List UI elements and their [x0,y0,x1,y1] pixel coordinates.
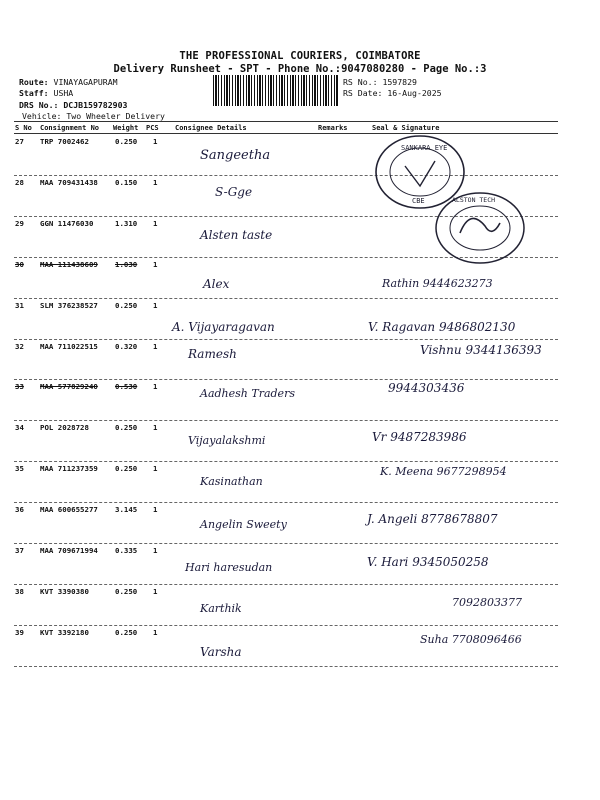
svg-text:CBE: CBE [412,197,425,205]
row-consignment: KVT 3392180 [40,627,89,637]
row-seal-signature: K. Meena 9677298954 [380,465,507,479]
row-sno: 33 [15,382,24,392]
row-pcs: 1 [153,259,158,269]
col-remarks: Remarks [318,124,348,132]
row-sno: 35 [15,464,24,474]
row-divider [14,298,558,299]
row-seal-signature: V. Ragavan 9486802130 [368,319,516,334]
row-consignment: MAA 709431438 [40,177,98,187]
barcode [213,75,339,106]
staff-line: Staff: USHA [19,88,74,98]
row-seal-signature: Suha 7708096466 [420,632,522,646]
row-consignment: MAA 711237359 [40,464,98,474]
company-name: THE PROFESSIONAL COURIERS, COIMBATORE [179,50,421,62]
row-divider [14,461,558,462]
row-sno: 32 [15,341,24,351]
row-weight: 0.250 [115,300,138,310]
row-consignee-signature: S-Gge [215,184,253,199]
row-sno: 36 [15,505,24,515]
row-consignee-signature: Alsten taste [200,227,273,242]
row-sno: 30 [15,259,24,269]
row-weight: 3.145 [115,505,138,515]
row-sno: 27 [15,137,24,146]
row-consignee-signature: Hari haresudan [185,561,273,574]
row-weight: 0.250 [115,464,138,474]
row-consignment: SLM 376238527 [40,300,98,310]
row-sno: 34 [15,423,24,433]
row-pcs: 1 [153,382,158,392]
col-sno: S No [15,124,32,132]
row-seal-signature: 7092803377 [452,595,522,609]
row-consignment: MAA 709671994 [40,546,98,555]
row-pcs: 1 [153,546,158,555]
row-pcs: 1 [153,137,158,146]
row-pcs: 1 [153,300,158,310]
col-seal: Seal & Signature [372,124,440,132]
row-pcs: 1 [153,341,158,351]
runsheet-title: Delivery Runsheet - SPT - Phone No.:9047080280 - Page No.:3 [113,63,487,75]
row-sno: 31 [15,300,24,310]
row-weight: 0.335 [115,546,138,555]
row-divider [14,379,558,380]
row-divider [14,584,558,585]
row-weight: 0.250 [115,627,138,637]
row-sno: 28 [15,177,24,187]
row-consignee-signature: Aadhesh Traders [200,387,295,401]
row-consignee-signature: Vijayalakshmi [188,434,266,448]
row-consignee-signature: Angelin Sweety [200,518,287,532]
row-consignee-signature: Varsha [200,644,242,659]
row-weight: 0.150 [115,177,138,187]
row-consignment: MAA 600655277 [40,505,98,515]
row-consignee-signature: Ramesh [188,346,237,361]
col-consignee: Consignee Details [175,124,247,132]
row-consignment: MAA 111438609 [40,259,98,269]
row-pcs: 1 [153,218,158,228]
svg-text:ALSTON TECH: ALSTON TECH [452,196,496,204]
row-pcs: 1 [153,177,158,187]
route-line: Route: VINAYAGAPURAM [19,77,118,87]
row-sno: 37 [15,546,24,555]
row-divider [14,625,558,626]
row-sno: 38 [15,586,24,596]
row-consignee-signature: Alex [203,276,230,291]
row-sno: 39 [15,627,24,637]
row-pcs: 1 [153,423,158,433]
col-pcs: PCS [146,124,159,132]
row-pcs: 1 [153,586,158,596]
row-pcs: 1 [153,505,158,515]
row-consignment: MAA 711022515 [40,341,98,351]
row-weight: 1.030 [115,259,138,269]
row-consignment: KVT 3390380 [40,586,89,596]
row-weight: 0.530 [115,382,138,392]
row-divider [14,339,558,340]
row-weight: 0.320 [115,341,138,351]
col-weight: Weight [113,124,139,132]
rs-no-line: RS No.: 1597829 [343,77,417,87]
row-divider [14,543,558,544]
row-consignee-signature: Sangeetha [200,148,271,163]
row-seal-signature: Vishnu 9344136393 [420,342,542,357]
row-seal-signature: J. Angeli 8778678807 [367,512,498,527]
row-consignment: TRP 7002462 [40,137,89,146]
alston-stamp [430,188,530,268]
row-pcs: 1 [153,627,158,637]
row-seal-signature: 9944303436 [388,381,465,396]
row-weight: 1.310 [115,218,138,228]
row-weight: 0.250 [115,586,138,596]
row-weight: 0.250 [115,137,138,146]
row-consignee-signature: A. Vijayaragavan [172,319,275,334]
row-consignment: MAA 577829240 [40,382,98,392]
col-consignment: Consignment No [40,124,100,132]
row-consignment: GGN 11476030 [40,218,94,228]
row-pcs: 1 [153,464,158,474]
row-divider [14,420,558,421]
row-seal-signature: Vr 9487283986 [372,430,467,445]
row-divider [14,175,558,176]
row-consignee-signature: Karthik [200,601,242,615]
row-consignment: POL 2028728 [40,423,89,433]
row-weight: 0.250 [115,423,138,433]
row-divider [14,502,558,503]
rs-date-line: RS Date: 16-Aug-2025 [343,88,442,98]
row-consignee-signature: Kasinathan [200,475,263,489]
row-divider [14,666,558,667]
row-seal-signature: Rathin 9444623273 [382,276,493,290]
row-sno: 29 [15,218,24,228]
drs-line: DRS No.: DCJB159782903 [19,100,128,110]
row-seal-signature: V. Hari 9345050258 [367,555,489,569]
vehicle-line: Vehicle: Two Wheeler Delivery [22,111,165,121]
svg-text:SANKARA EYE: SANKARA EYE [401,144,448,152]
